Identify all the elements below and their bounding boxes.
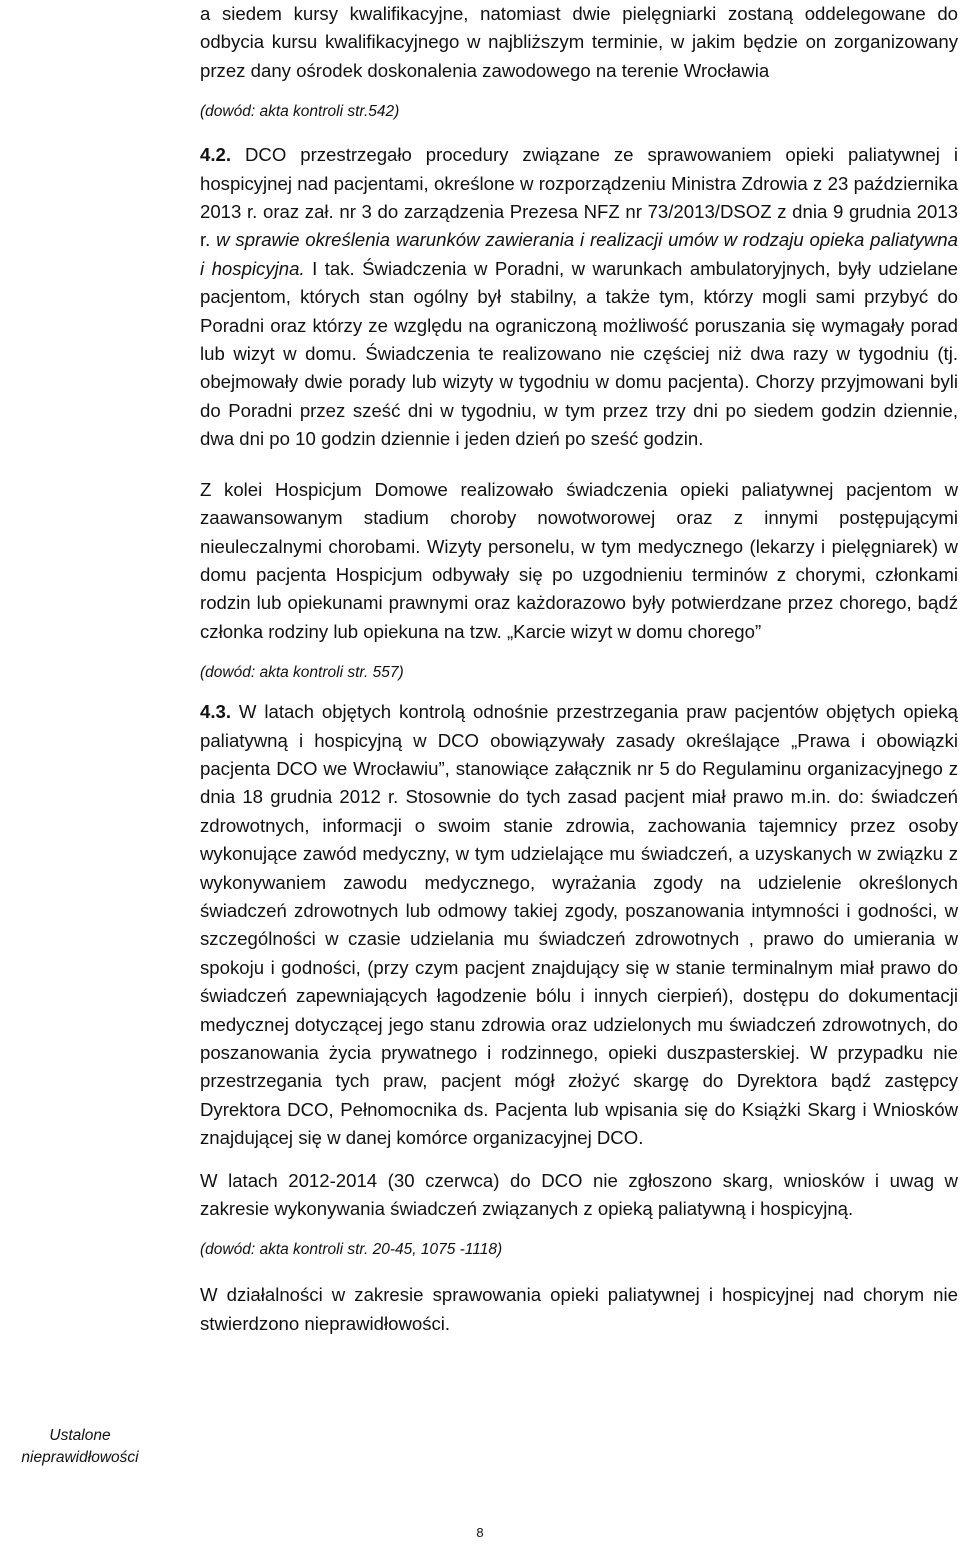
sidebar-label-irregularities: Ustalone nieprawidłowości (21, 1427, 139, 1466)
section-4-2 (200, 141, 958, 453)
paragraph-conclusion: W działalności w zakresie sprawowania opieki paliatywnej i hospicyjnej nad chorym nie stwierdzono nieprawidłowości. (200, 1284, 958, 1334)
page-number: 8 (476, 1525, 484, 1540)
paragraph-hospice: Z kolei Hospicjum Domowe realizowało świadczenia opieki paliatywnej pacjentom w zaawansowanym stadium choroby nowotworowej oraz z innymi postępującymi nieuleczalnymi chorobami. Wizyty personelu, w tym medycznego (lekarzy i pielęgniarek) w domu pacjenta Hospicjum odbywały się po uzgodnieniu terminów z chorymi, członkami rodzin lub opiekunami prawnymi oraz każdorazowo były potwierdzane przez chorego, bądź członka rodziny lub opiekuna na tzw. „Karcie wizyt w domu chorego” (200, 478, 958, 642)
section-number-4-3: 4.3. (200, 701, 232, 723)
evidence-note-2: (dowód: akta kontroli str. 557) (200, 664, 404, 682)
section-number-4-2: 4.2. (200, 144, 232, 166)
section-4-3 (200, 698, 958, 1153)
section-4-2-text-a: DCO przestrzegało procedury związane ze sprawowaniem opieki paliatywnej i hospicyjnej nad pacjentami, określone w rozporządzeniu Ministra Zdrowia z 23 października 2013 r. oraz zał. nr 3 do zarządzenia Prezesa NFZ nr 73/2013/DSOZ z dnia 9 grudnia 2013 r. (200, 144, 959, 251)
paragraph-complaints: W latach 2012-2014 (30 czerwca) do DCO nie zgłoszono skarg, wniosków i uwag w zakresie wykonywania świadczeń związanych z opieką paliatywną i hospicyjną. (200, 1169, 958, 1220)
document-body (200, 0, 958, 1338)
section-4-2-text-b: I tak. Świadczenia w Poradni, w warunkach ambulatoryjnych, były udzielane pacjentom, których stan ogólny był stabilny, a także tym, którzy mogli sami przybyć do Poradni oraz którzy ze względu na ograniczoną możliwość poruszania się wymagały porad lub wizyt w domu. Świadczenia te realizowano nie częściej niż dwa razy w tygodniu (tj. obejmowały dwie porady lub wizyty w tygodniu w domu pacjenta). Chorzy przyjmowani byli do Poradni przez sześć dni w tygodniu, w tym przez trzy dni po siedem godzin dziennie, dwa dni po 10 godzin dziennie i jeden dzień po sześć godzin. (200, 257, 958, 450)
paragraph-intro: a siedem kursy kwalifikacyjne, natomiast dwie pielęgniarki zostaną oddelegowane do odbycia kursu kwalifikacyjnego w najbliższym terminie, w jakim będzie on zorganizowany przez dany ośrodek doskonalenia zawodowego na terenie Wrocławia (200, 3, 958, 81)
evidence-note-3: (dowód: akta kontroli str. 20-45, 1075 -1118) (200, 1241, 503, 1259)
section-4-3-text: W latach objętych kontrolą odnośnie przestrzegania praw pacjentów objętych opieką paliatywną i hospicyjną w DCO obowiązywały zasady określające „Prawa i obowiązki pacjenta DCO we Wrocławiu”, stanowiące załącznik nr 5 do Regulaminu organizacyjnego z dnia 18 grudnia 2012 r. Stosownie do tych zasad pacjent miał prawo m.in. do: świadczeń zdrowotnych, informacji o swoim stanie zdrowia, zachowania tajemnicy przez osoby wykonujące zawód medyczny, w tym udzielające mu świadczeń, a uzyskanych w związku z wykonywaniem zawodu medycznego, wyrażania zgody na udzielenie określonych świadczeń zdrowotnych lub odmowy takiej zgody, poszanowania intymności i godności, w szczególności w czasie udzielania mu świadczeń zdrowotnych , prawo do umierania w spokoju i godności, (przy czym pacjent znajdujący się w stanie terminalnym miał prawo do świadczeń zapewniających łagodzenie bólu i innych cierpień), dostępu do dokumentacji medycznej dotyczącej jego stanu zdrowia oraz udzielonych mu świadczeń zdrowotnych, do poszanowania życia prywatnego i rodzinnego, opieki duszpasterskiej. W przypadku nie przestrzegania tych praw, pacjent mógł złożyć skargę do Dyrektora bądź zastępcy Dyrektora DCO, Pełnomocnika ds. Pacjenta lub wpisania się do Książki Skarg i Wniosków znajdującej się w danej komórce organizacyjnej DCO. (200, 701, 958, 1149)
evidence-note-1: (dowód: akta kontroli str.542) (200, 103, 400, 121)
section-4-2-regulation-title: w sprawie określenia warunków zawierania i realizacji umów w rodzaju opieka paliatywna i hospicyjna. (200, 229, 958, 279)
